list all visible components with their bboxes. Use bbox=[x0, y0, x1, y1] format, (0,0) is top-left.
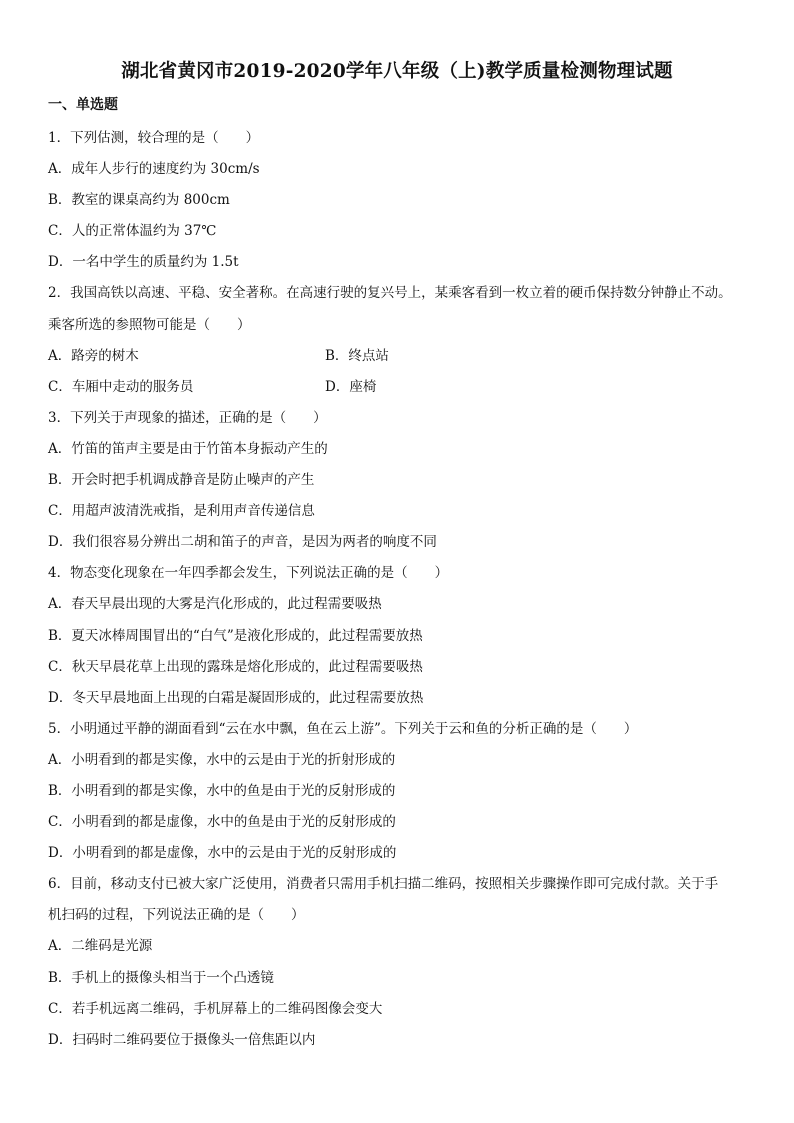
question-3-option-b: B．开会时把手机调成静音是防止噪声的产生 bbox=[48, 472, 315, 489]
question-5-option-c: C．小明看到的都是虚像，水中的鱼是由于光的反射形成的 bbox=[48, 814, 396, 831]
question-3-stem: 3．下列关于声现象的描述，正确的是（ ） bbox=[48, 409, 327, 426]
question-2-stem-line-2: 乘客所选的参照物可能是（ ） bbox=[48, 316, 251, 333]
question-list bbox=[48, 123, 768, 1056]
exam-title: 湖北省黄冈市2019-2020学年八年级（上)教学质量检测物理试题 bbox=[121, 61, 673, 82]
question-1-option-a: A．成年人步行的速度约为 30cm/s bbox=[48, 161, 260, 178]
question-6-option-d: D．扫码时二维码要位于摄像头一倍焦距以内 bbox=[48, 1031, 316, 1048]
question-6-stem-line-2: 机扫码的过程，下列说法正确的是（ ） bbox=[48, 907, 305, 924]
question-1-option-b: B．教室的课桌高约为 800cm bbox=[48, 192, 230, 209]
question-1-stem: 1．下列估测，较合理的是（ ） bbox=[48, 130, 260, 146]
question-4-option-a: A．春天早晨出现的大雾是汽化形成的，此过程需要吸热 bbox=[48, 596, 382, 613]
question-4-option-c: C．秋天早晨花草上出现的露珠是熔化形成的，此过程需要吸热 bbox=[48, 658, 423, 675]
question-5-option-a: A．小明看到的都是实像，水中的云是由于光的折射形成的 bbox=[48, 751, 396, 768]
question-2-option-c: C．车厢中走动的服务员 bbox=[48, 378, 194, 395]
question-3-option-d: D．我们很容易分辨出二胡和笛子的声音，是因为两者的响度不同 bbox=[48, 534, 437, 551]
question-2-options-row-2 bbox=[48, 372, 768, 403]
question-1-option-d: D．一名中学生的质量约为 1.5t bbox=[48, 254, 239, 271]
section-heading: 一、单选题 bbox=[48, 97, 118, 113]
question-4-option-b: B．夏天冰棒周围冒出的“白气”是液化形成的，此过程需要放热 bbox=[48, 627, 423, 644]
question-6-option-b: B．手机上的摄像头相当于一个凸透镜 bbox=[48, 969, 274, 986]
question-5-stem: 5．小明通过平静的湖面看到“云在水中飘，鱼在云上游”。下列关于云和鱼的分析正确的是（ ） bbox=[48, 720, 638, 737]
question-3-option-a: A．竹笛的笛声主要是由于竹笛本身振动产生的 bbox=[48, 440, 328, 457]
question-5-option-d: D．小明看到的都是虚像，水中的云是由于光的反射形成的 bbox=[48, 845, 397, 862]
question-6-stem-line-1: 6．目前，移动支付已被大家广泛使用，消费者只需用手机扫描二维码，按照相关步骤操作即可完成付款。关于手 bbox=[48, 876, 719, 893]
question-4-stem: 4．物态变化现象在一年四季都会发生，下列说法正确的是（ ） bbox=[48, 565, 449, 582]
question-2-option-b: B．终点站 bbox=[325, 347, 389, 364]
question-2-option-a: A．路旁的树木 bbox=[48, 347, 139, 364]
question-1-option-c: C．人的正常体温约为 37℃ bbox=[48, 223, 217, 240]
question-6-option-c: C．若手机远离二维码，手机屏幕上的二维码图像会变大 bbox=[48, 1000, 383, 1017]
question-6-option-a: A．二维码是光源 bbox=[48, 938, 153, 955]
question-2-option-d: D．座椅 bbox=[325, 378, 377, 395]
question-2-options-row-1 bbox=[48, 341, 768, 372]
question-2-stem-line-1: 2．我国高铁以高速、平稳、安全著称。在高速行驶的复兴号上，某乘客看到一枚立着的硬币保持数分钟静止不动。 bbox=[48, 285, 732, 302]
question-4-option-d: D．冬天早晨地面上出现的白霜是凝固形成的，此过程需要放热 bbox=[48, 689, 424, 706]
question-5-option-b: B．小明看到的都是实像，水中的鱼是由于光的反射形成的 bbox=[48, 782, 396, 799]
question-3-option-c: C．用超声波清洗戒指，是利用声音传递信息 bbox=[48, 503, 315, 520]
